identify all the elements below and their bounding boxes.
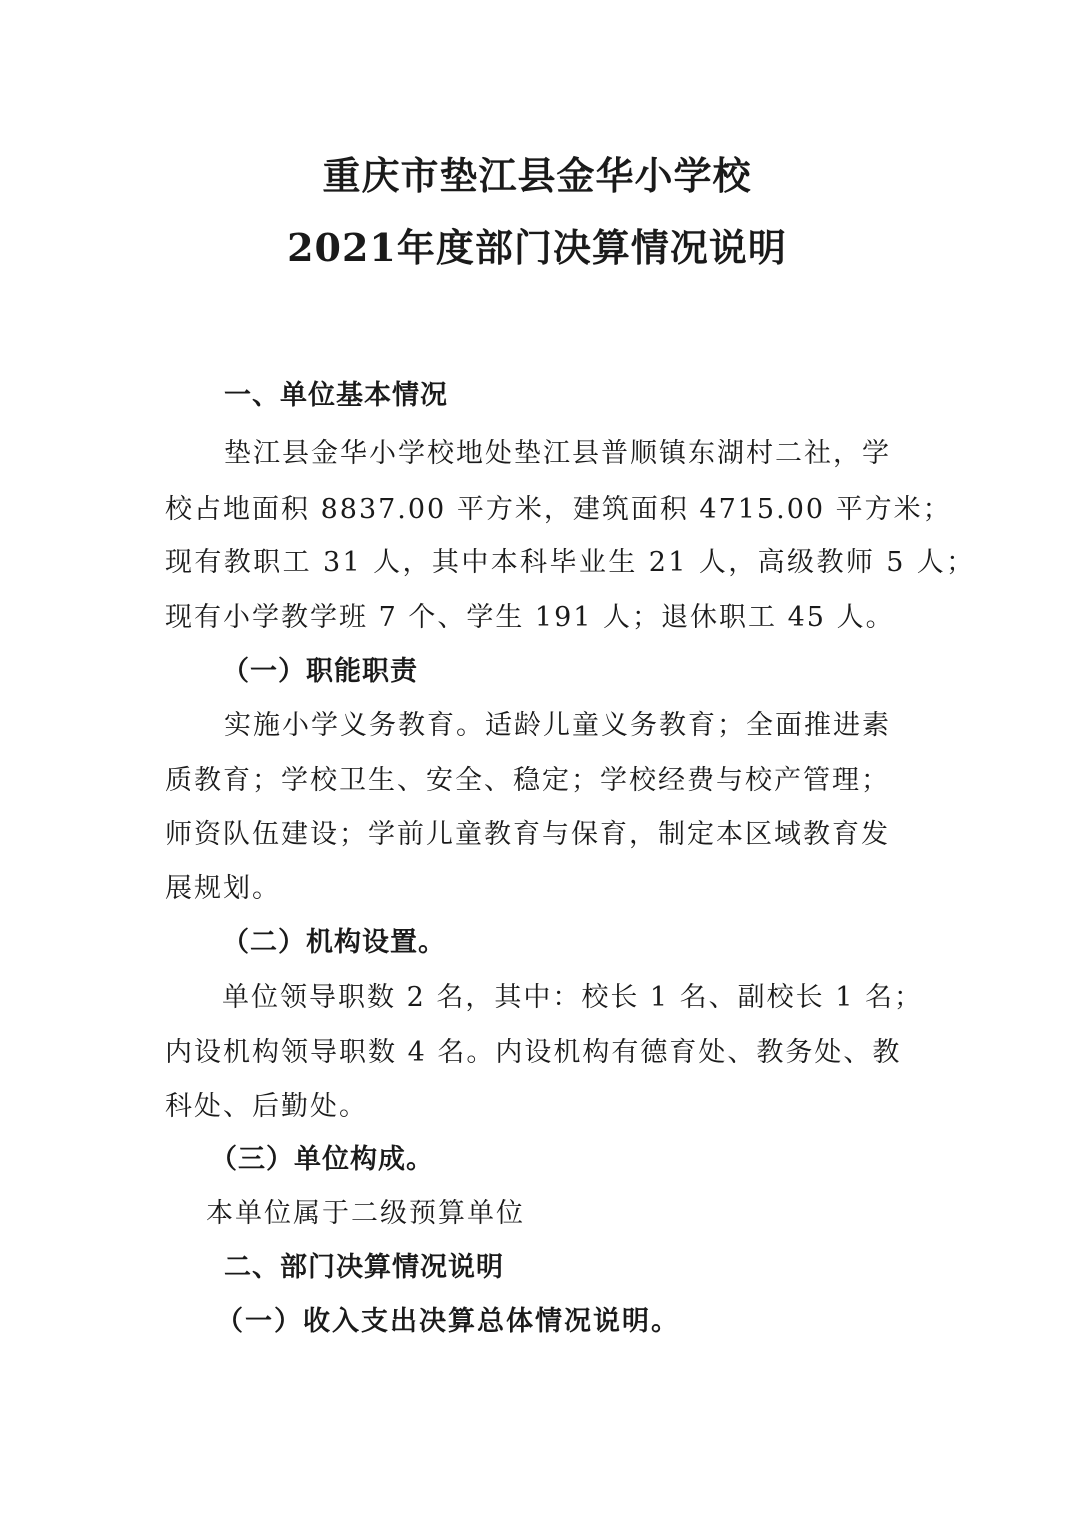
paragraph-line: 单位领导职数 2 名，其中：校长 1 名、副校长 1 名； <box>222 982 924 1013</box>
paragraph-line: 质教育；学校卫生、安全、稳定；学校经费与校产管理； <box>165 765 890 796</box>
document-title-line1: 重庆市垫江县金华小学校 <box>322 153 752 198</box>
sub3-heading: （三）单位构成。 <box>210 1144 434 1175</box>
section2-heading: 二、部门决算情况说明 <box>224 1252 504 1283</box>
section2-sub1-heading: （一）收入支出决算总体情况说明。 <box>216 1306 680 1337</box>
sub2-heading: （二）机构设置。 <box>222 927 446 958</box>
paragraph-line: 内设机构领导职数 4 名。内设机构有德育处、教务处、教 <box>165 1037 902 1068</box>
paragraph-line: 师资队伍建设；学前儿童教育与保育，制定本区域教育发 <box>165 819 890 850</box>
sub1-heading: （一）职能职责 <box>222 656 418 687</box>
paragraph-line: 展规划。 <box>165 873 281 904</box>
paragraph-line: 校占地面积 8837.00 平方米，建筑面积 4715.00 平方米； <box>165 494 952 525</box>
paragraph-line: 科处、后勤处。 <box>165 1091 368 1122</box>
paragraph-line: 本单位属于二级预算单位 <box>206 1198 525 1229</box>
section1-heading: 一、单位基本情况 <box>224 380 448 411</box>
paragraph-line: 垫江县金华小学校地处垫江县普顺镇东湖村二社，学 <box>224 438 891 469</box>
paragraph-line: 现有小学教学班 7 个、学生 191 人；退休职工 45 人。 <box>165 602 895 633</box>
paragraph-line: 现有教职工 31 人，其中本科毕业生 21 人，高级教师 5 人； <box>165 547 976 578</box>
document-title-line2: 2021年度部门决算情况说明 <box>287 225 787 270</box>
paragraph-line: 实施小学义务教育。适龄儿童义务教育；全面推进素 <box>224 710 891 741</box>
